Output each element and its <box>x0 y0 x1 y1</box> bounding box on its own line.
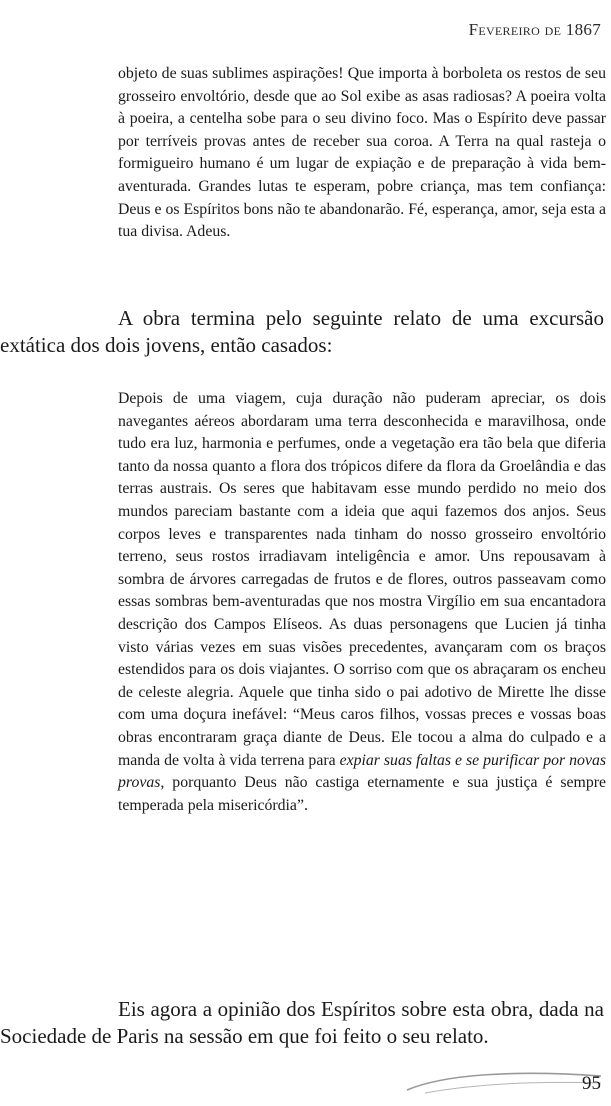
quotation-2-text-end: porquanto Deus não castiga eternamente e sua justiça é sempre temperada pela misericórdia”. <box>118 774 606 814</box>
header-connector: de <box>544 20 562 39</box>
quotation-1-text: objeto de suas sublimes aspirações! Que importa à borboleta os restos de seu grosseiro envoltório, desde que ao Sol exibe as asas radiosas? A poeira volta à poeira, a centelha sobe para o seu divino foco. Mas o Espírito deve passar por terríveis provas antes de receber sua coroa. A Terra na qual rasteja o formigueiro humano é um lugar de expiação e de preparação à vida bem-aventurada. Grandes lutas te esperam, pobre criança, mas tem confiança: Deus e os Espíritos bons não te abandonarão. Fé, esperança, amor, seja esta a tua divisa. Adeus. <box>118 65 606 241</box>
running-header <box>469 20 601 40</box>
header-year: 1867 <box>565 20 601 39</box>
quotation-block-1 <box>118 63 606 244</box>
quotation-block-2 <box>118 388 606 817</box>
body-paragraph-1 <box>0 305 604 359</box>
quotation-2-text <box>118 388 606 817</box>
header-month-initial: F <box>468 20 479 39</box>
quotation-2-italic: expiar suas faltas e se purificar por novas provas, <box>118 751 607 792</box>
header-month <box>469 20 541 39</box>
header-month-rest: evereiro <box>478 20 541 39</box>
footer-swoosh-ornament <box>405 1066 605 1096</box>
body-paragraph-2 <box>0 996 604 1050</box>
quotation-2-text-start: Depois de uma viagem, cuja duração não puderam apreciar, os dois navegantes aéreos abordaram uma terra desconhecida e maravilhosa, onde tudo era luz, harmonia e perfumes, onde a vegetação era tão bela que diferia tanto da nossa quanto a flora dos trópicos difere da flora da Groelândia e das terras austrais. Os seres que habitavam esse mundo perdido no meio dos mundos pareciam bastante com a ideia que aqui fazemos dos anjos. Seus corpos leves e transparentes nada tinham do nosso grosseiro envoltório terreno, seus rostos irradiavam inteligência e amor. Uns repousavam à sombra de árvores carregadas de frutos e de flores, outros passeavam como essas sombras bem-aventuradas que nos mostra Virgílio em sua encantadora descrição dos Campos Elíseos. As duas personagens que Lucien já tinha visto várias vezes em suas visões precedentes, avançaram com os braços estendidos para os dois viajantes. O sorriso com que os abraçaram os encheu de celeste alegria. Aquele que tinha sido o pai adotivo de Mirette lhe disse com uma doçura inefável: “Meus caros filhos, vossas preces e vossas boas obras encontraram graça diante de Deus. Ele tocou a alma do culpado e a manda de volta à vida terrena para <box>118 390 606 769</box>
body-paragraph-2-text: Eis agora a opinião dos Espíritos sobre esta obra, dada na Sociedade de Paris na sessão em que foi feito o seu relato. <box>0 997 604 1048</box>
page-number: 95 <box>582 1073 601 1094</box>
body-paragraph-1-text: A obra termina pelo seguinte relato de uma excursão extática dos dois jovens, então casados: <box>0 306 604 357</box>
